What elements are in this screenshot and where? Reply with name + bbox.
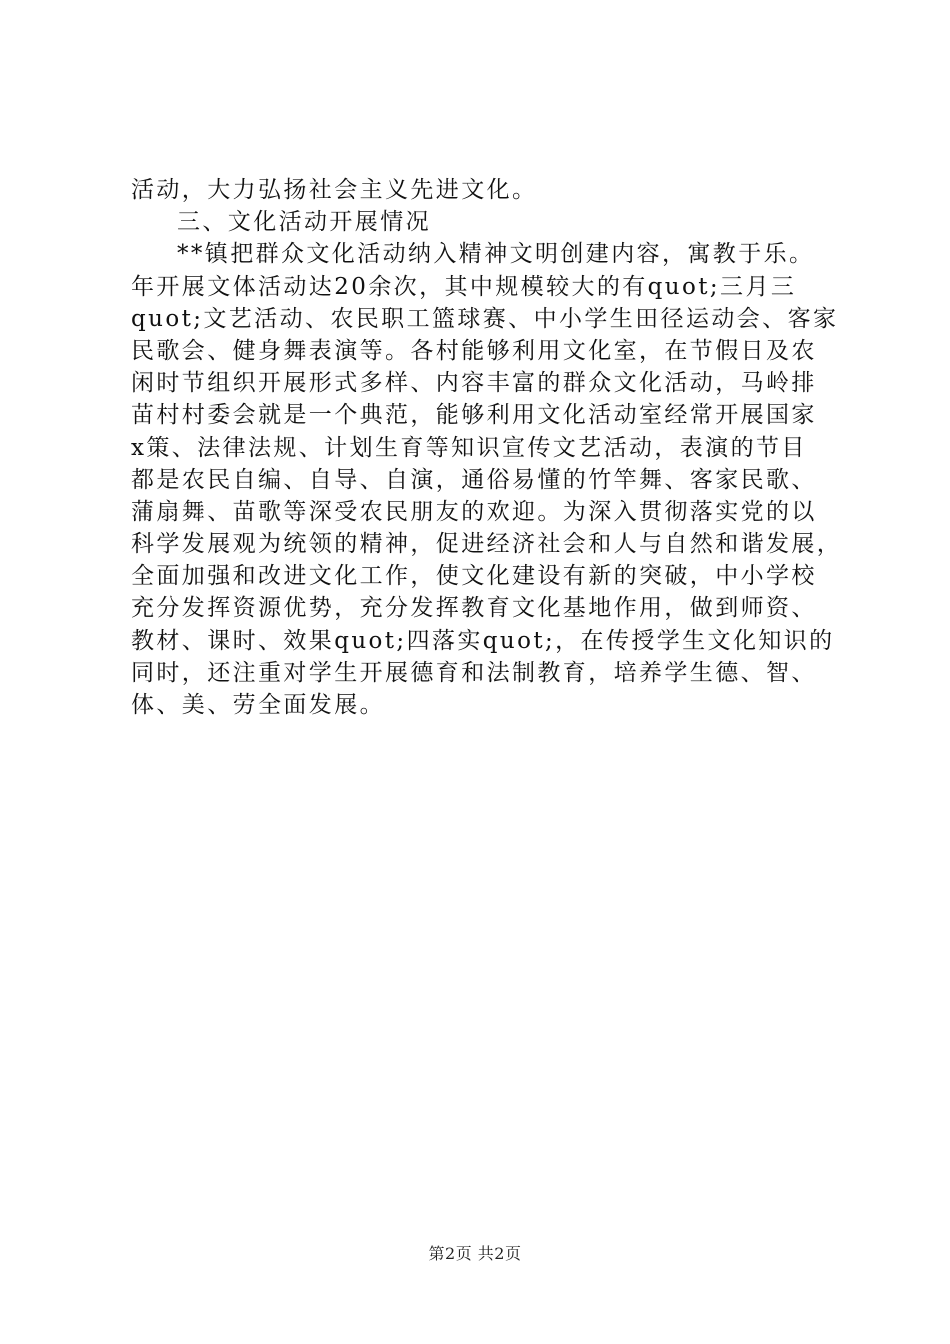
text-line: x策、法律法规、计划生育等知识宣传文艺活动，表演的节目 xyxy=(131,434,807,461)
text-line: 苗村村委会就是一个典范，能够利用文化活动室经常开展国家 xyxy=(131,402,817,429)
text-line: 年开展文体活动达20余次，其中规模较大的有quot;三月三 xyxy=(131,273,797,300)
text-line: 闲时节组织开展形式多样、内容丰富的群众文化活动，马岭排 xyxy=(131,370,817,397)
text-line: 充分发挥资源优势，充分发挥教育文化基地作用，做到师资、 xyxy=(131,595,817,622)
page-number-label: 第2页 共2页 xyxy=(428,1244,522,1263)
page-footer xyxy=(0,1244,950,1264)
text-line: 民歌会、健身舞表演等。各村能够利用文化室，在节假日及农 xyxy=(131,337,817,364)
text-line: 活动，大力弘扬社会主义先进文化。 xyxy=(131,177,538,203)
section-heading: 三、文化活动开展情况 xyxy=(177,209,431,236)
text-line: quot;文艺活动、农民职工篮球赛、中小学生田径运动会、客家 xyxy=(131,305,839,332)
document-body xyxy=(131,174,843,721)
text-line: 教材、课时、效果quot;四落实quot;，在传授学生文化知识的 xyxy=(131,627,835,654)
text-line: 都是农民自编、自导、自演，通俗易懂的竹竿舞、客家民歌、 xyxy=(131,466,817,493)
text-line: 蒲扇舞、苗歌等深受农民朋友的欢迎。为深入贯彻落实党的以 xyxy=(131,498,817,525)
text-line: 科学发展观为统领的精神，促进经济社会和人与自然和谐发展， xyxy=(131,531,843,558)
text-line: 同时，还注重对学生开展德育和法制教育，培养学生德、智、 xyxy=(131,659,817,686)
text-line: **镇把群众文化活动纳入精神文明创建内容，寓教于乐。 xyxy=(177,241,815,268)
text-line: 全面加强和改进文化工作，使文化建设有新的突破，中小学校 xyxy=(131,563,817,590)
text-line: 体、美、劳全面发展。 xyxy=(131,692,385,718)
